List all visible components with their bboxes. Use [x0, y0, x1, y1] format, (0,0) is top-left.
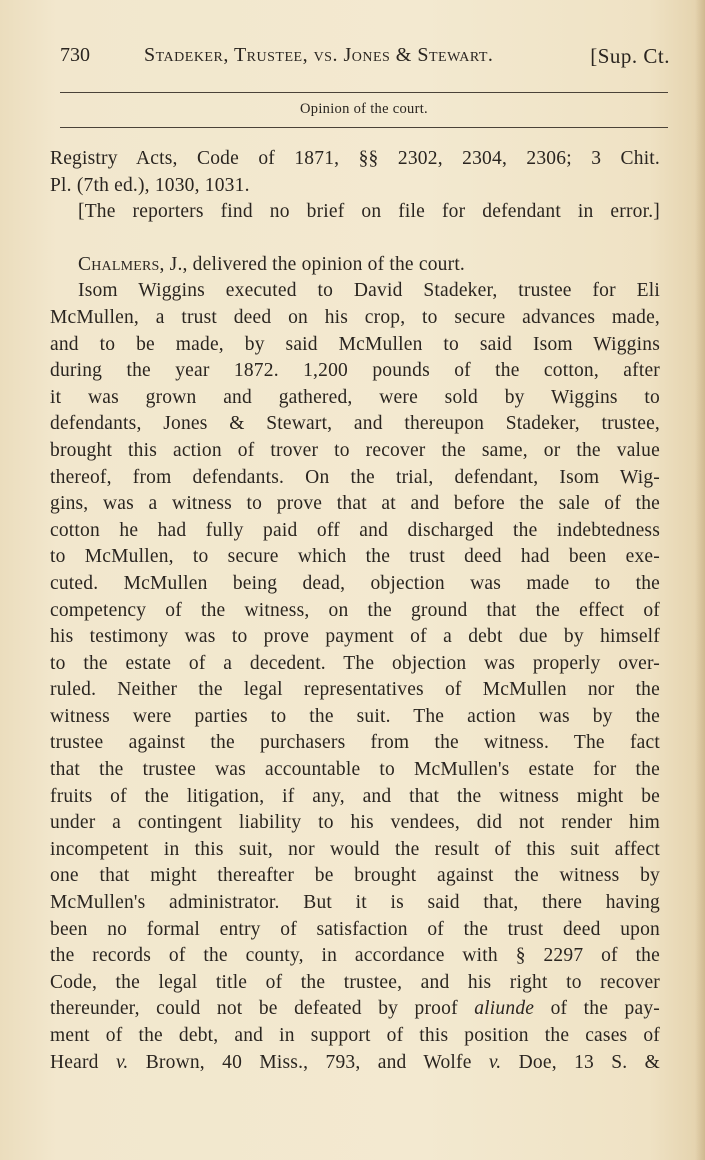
- text-line: ruled. Neither the legal representatives of McMullen nor the: [50, 679, 660, 701]
- text-line: during the year 1872. 1,200 pounds of the cotton, after: [50, 360, 660, 382]
- aliunde-italic: aliunde: [474, 998, 535, 1020]
- text-line: cotton he had fully paid off and discharged the indebtedness: [50, 519, 660, 541]
- header-rule-top: [60, 92, 668, 93]
- text-line: ment of the debt, and in support of this position the cases of: [50, 1025, 660, 1046]
- text-line: [50, 996, 660, 1023]
- text-line: it was grown and gathered, were sold by Wiggins to: [50, 386, 660, 408]
- versus-italic: v.: [488, 1051, 502, 1073]
- text-fragment: Doe, 13 S. &: [518, 1051, 661, 1073]
- text-line: McMullen, a trust deed on his crop, to secure advances made,: [50, 306, 660, 328]
- court-tag: [Sup. Ct.: [590, 44, 670, 68]
- text-line: trustee against the purchasers from the witness. The fact: [50, 732, 660, 754]
- page-number: 730: [60, 44, 90, 66]
- text-line: fruits of the litigation, if any, and that the witness might be: [50, 785, 660, 807]
- text-fragment: delivered the opinion of the court.: [192, 253, 466, 275]
- text-fragment: Heard: [50, 1051, 99, 1073]
- header-rule-bottom: [60, 127, 668, 128]
- text-line: his testimony was to prove payment of a debt due by himself: [50, 626, 660, 648]
- text-line: cuted. McMullen being dead, objection was made to the: [50, 572, 660, 594]
- text-line: Code, the legal title of the trustee, and his right to recover: [50, 971, 660, 993]
- text-line: been no formal entry of satisfaction of the trust deed upon: [50, 918, 660, 940]
- text-line: [The reporters find no brief on file for defendant in error.]: [78, 201, 660, 223]
- text-line: [50, 1050, 660, 1077]
- text-fragment: thereunder, could not be defeated by proof: [50, 998, 458, 1020]
- paragraph-gap: [50, 226, 660, 252]
- text-line: to the estate of a decedent. The objection was properly over-: [50, 652, 660, 674]
- text-line: Registry Acts, Code of 1871, §§ 2302, 2304, 2306; 3 Chit.: [50, 148, 660, 169]
- page-edge-shadow: [695, 0, 705, 1160]
- body-text: [50, 146, 660, 1076]
- text-line: Isom Wiggins executed to David Stadeker, trustee for Eli: [78, 280, 660, 302]
- text-line: one that might thereafter be brought against the witness by: [50, 865, 660, 887]
- text-line: defendants, Jones & Stewart, and thereupon Stadeker, trustee,: [50, 413, 660, 435]
- text-line: thereof, from defendants. On the trial, defendant, Isom Wig-: [50, 466, 660, 488]
- text-line: witness were parties to the suit. The action was by the: [50, 705, 660, 727]
- text-line: competency of the witness, on the ground that the effect of: [50, 599, 660, 621]
- text-line: McMullen's administrator. But it is said that, there having: [50, 892, 660, 914]
- text-line: gins, was a witness to prove that at and before the sale of the: [50, 493, 660, 515]
- judge-name: Chalmers, J.,: [78, 253, 188, 275]
- page-header: [60, 44, 670, 78]
- text-line: brought this action of trover to recover the same, or the value: [50, 439, 660, 461]
- text-line: to McMullen, to secure which the trust deed had been exe-: [50, 546, 660, 568]
- running-head: Stadeker, Trustee, vs. Jones & Stewart.: [144, 44, 494, 66]
- text-line: under a contingent liability to his vendees, did not render him: [50, 812, 660, 834]
- text-line: Pl. (7th ed.), 1030, 1031.: [50, 174, 250, 196]
- text-line: [50, 252, 660, 279]
- text-fragment: Brown, 40 Miss., 793, and Wolfe: [145, 1051, 472, 1073]
- text-line: incompetent in this suit, nor would the result of this suit affect: [50, 838, 660, 860]
- text-fragment: of the pay-: [550, 998, 660, 1020]
- text-line: the records of the county, in accordance with § 2297 of the: [50, 945, 660, 967]
- section-subhead: Opinion of the court.: [300, 101, 428, 117]
- text-line: that the trustee was accountable to McMullen's estate for the: [50, 759, 660, 781]
- versus-italic: v.: [115, 1051, 129, 1073]
- text-line: and to be made, by said McMullen to said Isom Wiggins: [50, 333, 660, 355]
